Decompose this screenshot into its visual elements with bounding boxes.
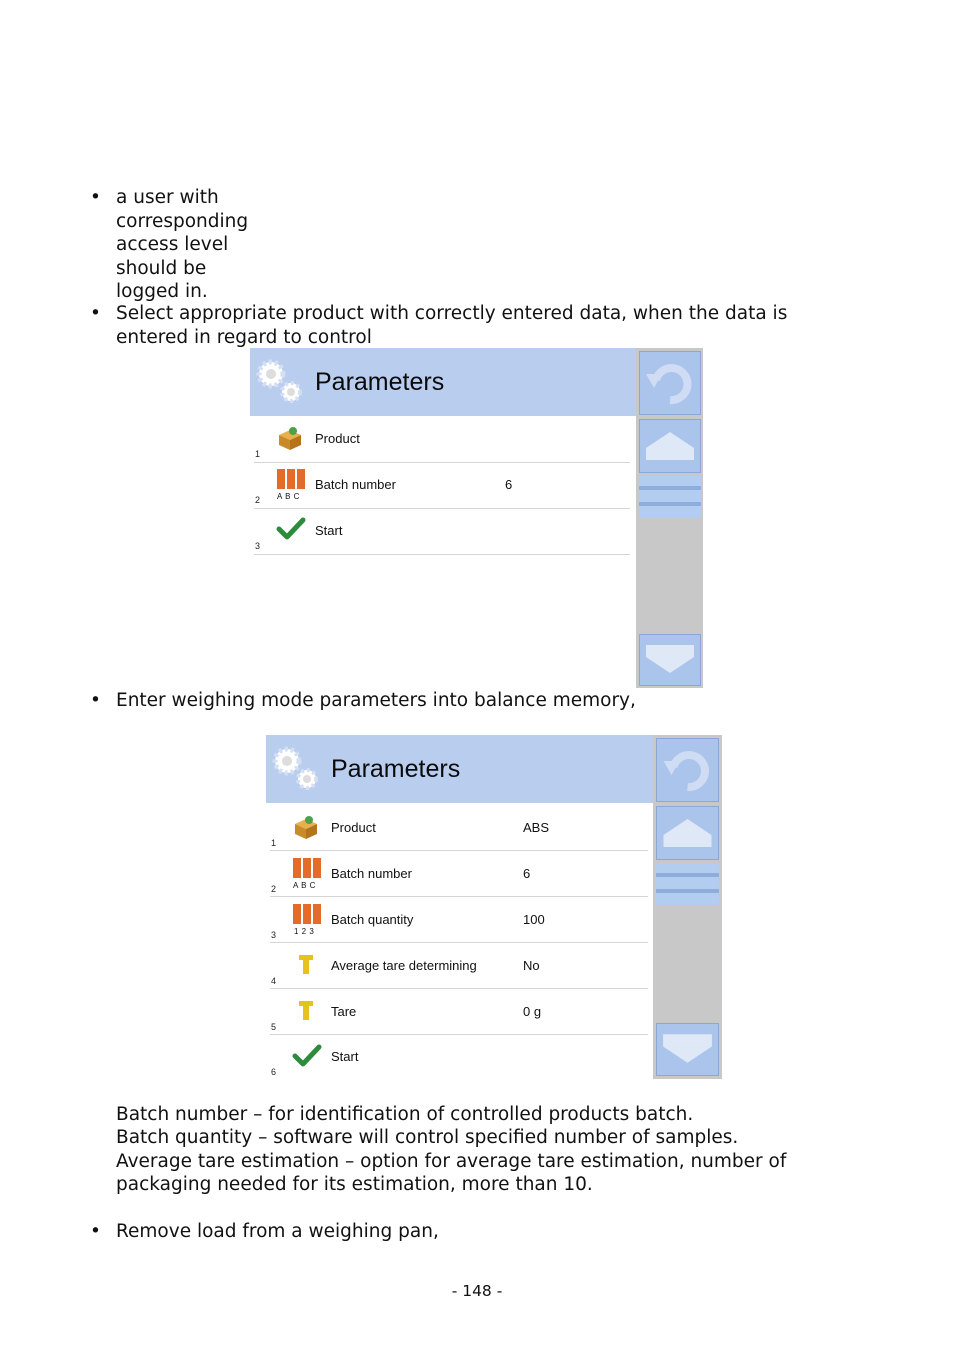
scroll-down-button[interactable] xyxy=(656,1023,719,1076)
batch-123-icon xyxy=(292,903,322,937)
abc-caption: A B C xyxy=(293,881,316,890)
row-number: 3 xyxy=(271,930,277,940)
row-number: 1 xyxy=(255,449,261,459)
description-average-tare: Average tare estimation – option for average tare estimation, number of xyxy=(116,1151,787,1172)
list-item-batch-quantity[interactable] xyxy=(266,897,653,943)
list-item-start[interactable] xyxy=(250,508,636,554)
arrow-down-icon xyxy=(657,1024,718,1075)
list-item-start[interactable] xyxy=(266,1035,653,1079)
bullet-text-line2: entered in regard to control xyxy=(116,326,372,348)
list-item-product[interactable] xyxy=(250,416,636,462)
bullet-symbol: • xyxy=(90,303,101,324)
batch-abc-icon xyxy=(292,857,322,891)
scroll-up-button[interactable] xyxy=(656,806,719,860)
batch-abc-icon xyxy=(276,468,306,502)
row-label: Batch number xyxy=(331,866,412,881)
list-item-batch-number[interactable] xyxy=(250,462,636,508)
screen-title: Parameters xyxy=(315,368,445,396)
row-label: Batch number xyxy=(315,477,396,492)
scroll-thumb[interactable] xyxy=(639,476,701,518)
scroll-down-button[interactable] xyxy=(639,634,701,686)
row-number: 3 xyxy=(255,541,261,551)
back-button[interactable] xyxy=(656,738,719,802)
product-box-icon xyxy=(276,425,304,451)
abc-caption: A B C xyxy=(277,492,300,501)
tare-icon xyxy=(298,1000,314,1022)
description-average-tare-cont: packaging needed for its estimation, more than 10. xyxy=(116,1174,593,1195)
arrow-up-icon xyxy=(657,807,718,859)
row-value: 6 xyxy=(505,477,513,492)
row-number: 2 xyxy=(271,884,277,894)
settings-gears-icon xyxy=(270,743,322,795)
bullet-symbol: • xyxy=(90,690,101,711)
description-batch-quantity: Batch quantity – software will control specified number of samples. xyxy=(116,1127,739,1148)
row-label: Product xyxy=(315,431,360,446)
check-icon xyxy=(292,1043,322,1069)
arrow-up-icon xyxy=(640,420,700,472)
bullet-text-line1: Select appropriate product with correctly entered data, when the data is xyxy=(116,303,788,324)
numbers-caption: 1 2 3 xyxy=(294,927,315,936)
row-label: Product xyxy=(331,820,376,835)
back-button[interactable] xyxy=(639,351,701,415)
row-number: 6 xyxy=(271,1067,277,1077)
tare-icon xyxy=(298,954,314,976)
bullet-symbol: • xyxy=(90,1221,101,1242)
row-number: 2 xyxy=(255,495,261,505)
row-value: No xyxy=(523,958,540,973)
bullet-text: Enter weighing mode parameters into balance memory, xyxy=(116,690,636,711)
list-item-batch-number[interactable] xyxy=(266,851,653,897)
list-item-average-tare[interactable] xyxy=(266,943,653,989)
bullet-text: Remove load from a weighing pan, xyxy=(116,1221,439,1242)
list-item-product[interactable] xyxy=(266,805,653,851)
parameters-screen-1 xyxy=(250,348,703,688)
bullet-symbol: • xyxy=(90,187,101,208)
arrow-down-icon xyxy=(640,635,700,685)
bullet-text: a user with corresponding access level should be logged in. xyxy=(116,187,249,302)
undo-arrow-icon xyxy=(657,739,718,801)
row-label: Batch quantity xyxy=(331,912,414,927)
description-batch-number: Batch number – for identification of controlled products batch. xyxy=(116,1104,694,1125)
undo-arrow-icon xyxy=(640,352,700,414)
row-value: 0 g xyxy=(523,1004,542,1019)
row-label: Tare xyxy=(331,1004,357,1019)
scroll-thumb[interactable] xyxy=(656,863,719,905)
scroll-up-button[interactable] xyxy=(639,419,701,473)
parameters-screen-2 xyxy=(266,735,722,1079)
screen-title: Parameters xyxy=(331,755,461,783)
row-label: Start xyxy=(315,523,343,538)
settings-gears-icon xyxy=(254,356,306,408)
list-item-tare[interactable] xyxy=(266,989,653,1035)
row-label: Average tare determining xyxy=(331,958,477,973)
row-value: 100 xyxy=(523,912,545,927)
row-number: 5 xyxy=(271,1022,277,1032)
row-value: ABS xyxy=(523,820,550,835)
page-number: - 148 - xyxy=(451,1282,503,1300)
row-divider xyxy=(254,554,630,555)
product-box-icon xyxy=(292,814,320,840)
row-label: Start xyxy=(331,1049,359,1064)
row-number: 1 xyxy=(271,838,277,848)
row-number: 4 xyxy=(271,976,277,986)
check-icon xyxy=(276,516,306,542)
row-value: 6 xyxy=(523,866,531,881)
